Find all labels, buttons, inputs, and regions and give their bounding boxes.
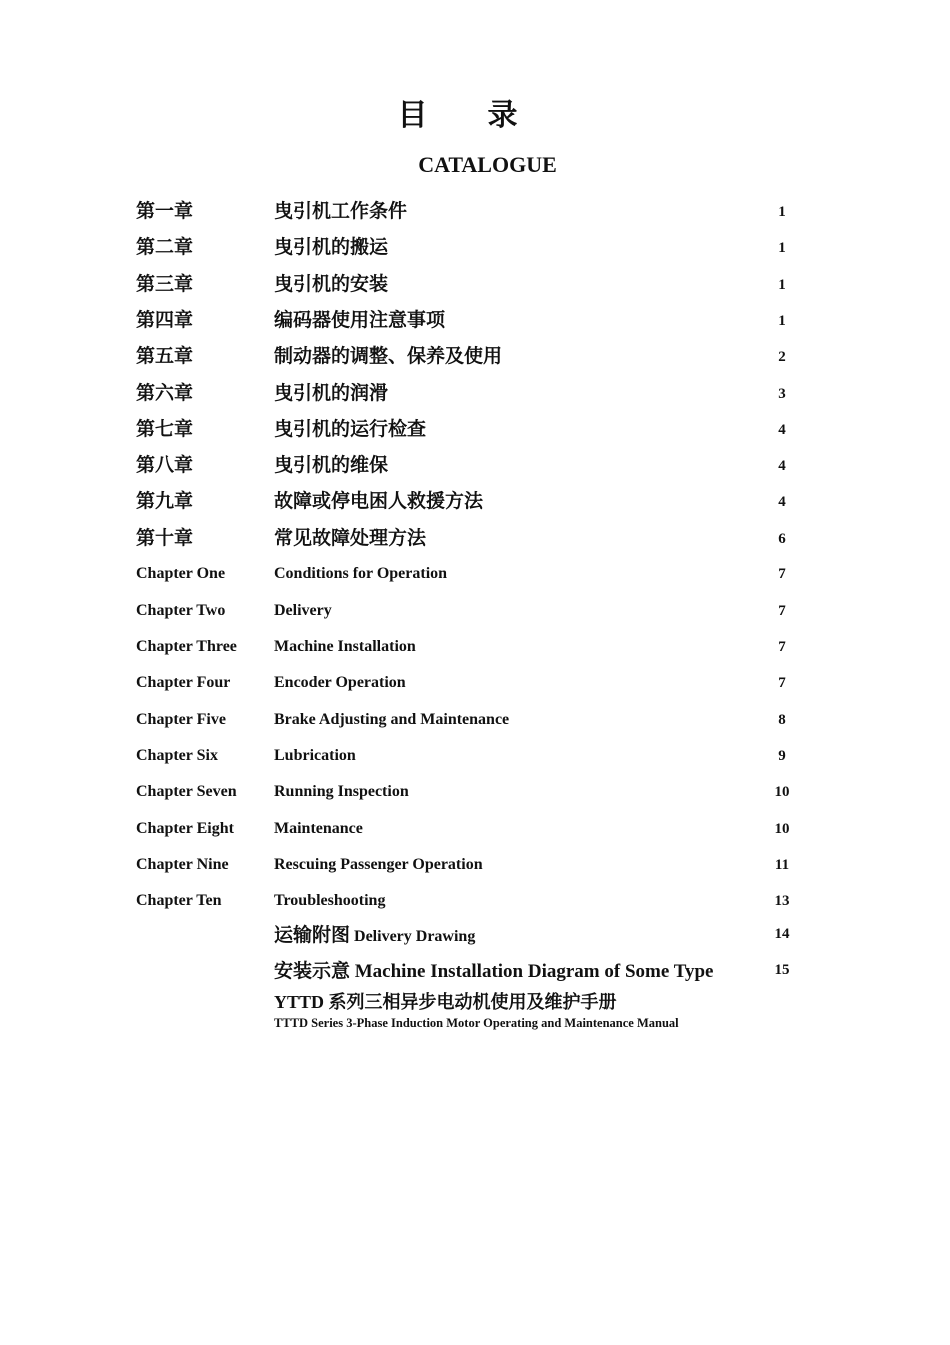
toc-chapter-number: 第八章 bbox=[136, 455, 194, 476]
toc-chapter-number: 第一章 bbox=[136, 201, 194, 222]
toc-page-number: 1 bbox=[778, 277, 786, 293]
toc-page-number: 9 bbox=[778, 748, 786, 764]
toc-entry-en[interactable] bbox=[0, 850, 950, 880]
toc-page-number: 4 bbox=[778, 458, 786, 474]
delivery-drawing-title-cn: 运输附图 bbox=[274, 925, 351, 946]
toc-chapter-title: 曳引机工作条件 bbox=[274, 201, 408, 222]
toc-chapter-number: Chapter Three bbox=[136, 638, 237, 655]
toc-chapter-title: Troubleshooting bbox=[274, 892, 386, 909]
toc-chapter-title: Running Inspection bbox=[274, 783, 409, 800]
toc-entry-cn[interactable] bbox=[0, 342, 950, 372]
toc-chapter-title: Delivery bbox=[274, 602, 332, 619]
toc-entry-en[interactable] bbox=[0, 741, 950, 771]
toc-entry-en[interactable] bbox=[0, 705, 950, 735]
toc-entry-en[interactable] bbox=[0, 814, 950, 844]
toc-page-number: 10 bbox=[774, 821, 790, 837]
toc-page-number: 4 bbox=[778, 494, 786, 510]
toc-entry-en[interactable] bbox=[0, 886, 950, 916]
toc-entry-cn[interactable] bbox=[0, 197, 950, 227]
toc-chapter-title: 曳引机的润滑 bbox=[274, 383, 389, 404]
toc-page-number: 2 bbox=[778, 349, 786, 365]
toc-chapter-number: Chapter Eight bbox=[136, 820, 234, 837]
toc-entry-en[interactable] bbox=[0, 632, 950, 662]
toc-entry-cn[interactable] bbox=[0, 379, 950, 409]
toc-entry-motor-manual-cn[interactable]: YTTD 系列三相异步电动机使用及维护手册 bbox=[274, 992, 617, 1012]
toc-page-number: 10 bbox=[774, 784, 790, 800]
toc-entry-en[interactable] bbox=[0, 559, 950, 589]
toc-chapter-number: Chapter Nine bbox=[136, 856, 229, 873]
toc-chapter-title: 曳引机的搬运 bbox=[274, 237, 389, 258]
toc-entry-cn[interactable] bbox=[0, 415, 950, 445]
toc-page-number: 7 bbox=[778, 603, 786, 619]
toc-chapter-number: 第七章 bbox=[136, 419, 194, 440]
toc-page-number: 3 bbox=[778, 386, 786, 402]
toc-page-number: 1 bbox=[778, 313, 786, 329]
toc-chapter-number: Chapter One bbox=[136, 565, 226, 582]
toc-chapter-title: Conditions for Operation bbox=[274, 565, 448, 582]
toc-chapter-number: 第三章 bbox=[136, 274, 194, 295]
toc-page-number: 7 bbox=[778, 566, 786, 582]
toc-page-number: 13 bbox=[774, 893, 790, 909]
toc-chapter-number: 第五章 bbox=[136, 346, 194, 367]
toc-chapter-number: Chapter Ten bbox=[136, 892, 222, 909]
toc-entry-cn[interactable] bbox=[0, 233, 950, 263]
toc-chapter-number: 第十章 bbox=[136, 528, 194, 549]
toc-chapter-title: Encoder Operation bbox=[274, 674, 406, 691]
toc-chapter-title: 编码器使用注意事项 bbox=[274, 310, 446, 331]
toc-chapter-title: 曳引机的维保 bbox=[274, 455, 389, 476]
toc-chapter-title: Maintenance bbox=[274, 820, 363, 837]
toc-entry-en[interactable] bbox=[0, 777, 950, 807]
toc-chapter-number: Chapter Six bbox=[136, 747, 218, 764]
toc-chapter-number: 第二章 bbox=[136, 237, 194, 258]
toc-entry-cn[interactable] bbox=[0, 270, 950, 300]
toc-entry-cn[interactable] bbox=[0, 487, 950, 517]
toc-page-number: 6 bbox=[778, 531, 786, 547]
toc-chapter-title: Rescuing Passenger Operation bbox=[274, 856, 483, 873]
toc-page-number: 15 bbox=[774, 962, 790, 978]
toc-page-number: 7 bbox=[778, 639, 786, 655]
page-title-cn: 目录 bbox=[397, 99, 578, 132]
toc-chapter-title: 曳引机的安装 bbox=[274, 274, 389, 295]
toc-chapter-number: 第九章 bbox=[136, 491, 194, 512]
toc-entry-cn[interactable] bbox=[0, 451, 950, 481]
toc-entry-cn[interactable] bbox=[0, 524, 950, 554]
toc-entry-installation-diagram[interactable]: 安装示意 Machine Installation Diagram of Some Type bbox=[274, 961, 714, 982]
toc-chapter-title: Machine Installation bbox=[274, 638, 416, 655]
toc-entry-cn[interactable] bbox=[0, 306, 950, 336]
toc-chapter-number: 第四章 bbox=[136, 310, 194, 331]
toc-chapter-number: Chapter Four bbox=[136, 674, 231, 691]
toc-chapter-title: 常见故障处理方法 bbox=[274, 528, 427, 549]
toc-page-number: 1 bbox=[778, 240, 786, 256]
toc-page-number: 14 bbox=[774, 926, 790, 942]
toc-page-number: 1 bbox=[778, 204, 786, 220]
toc-chapter-title: 制动器的调整、保养及使用 bbox=[274, 346, 503, 367]
toc-page-number: 8 bbox=[778, 712, 786, 728]
toc-chapter-number: 第六章 bbox=[136, 383, 194, 404]
toc-entry-en[interactable] bbox=[0, 668, 950, 698]
toc-chapter-title: Lubrication bbox=[274, 747, 356, 764]
toc-entry-delivery-drawing[interactable] bbox=[274, 920, 754, 947]
toc-chapter-number: Chapter Two bbox=[136, 602, 226, 619]
toc-entry-en[interactable] bbox=[0, 596, 950, 626]
toc-chapter-title: Brake Adjusting and Maintenance bbox=[274, 711, 510, 728]
toc-chapter-title: 故障或停电困人救援方法 bbox=[274, 491, 484, 512]
page-title-en: CATALOGUE bbox=[418, 152, 557, 177]
toc-chapter-title: 曳引机的运行检查 bbox=[274, 419, 427, 440]
toc-page-number: 7 bbox=[778, 675, 786, 691]
toc-chapter-number: Chapter Seven bbox=[136, 783, 237, 800]
toc-entry-motor-manual-en[interactable]: TTTD Series 3-Phase Induction Motor Operating and Maintenance Manual bbox=[274, 1016, 679, 1030]
toc-page-number: 4 bbox=[778, 422, 786, 438]
delivery-drawing-title-en: Delivery Drawing bbox=[354, 928, 476, 945]
toc-chapter-number: Chapter Five bbox=[136, 711, 226, 728]
toc-page-number: 11 bbox=[774, 857, 790, 873]
